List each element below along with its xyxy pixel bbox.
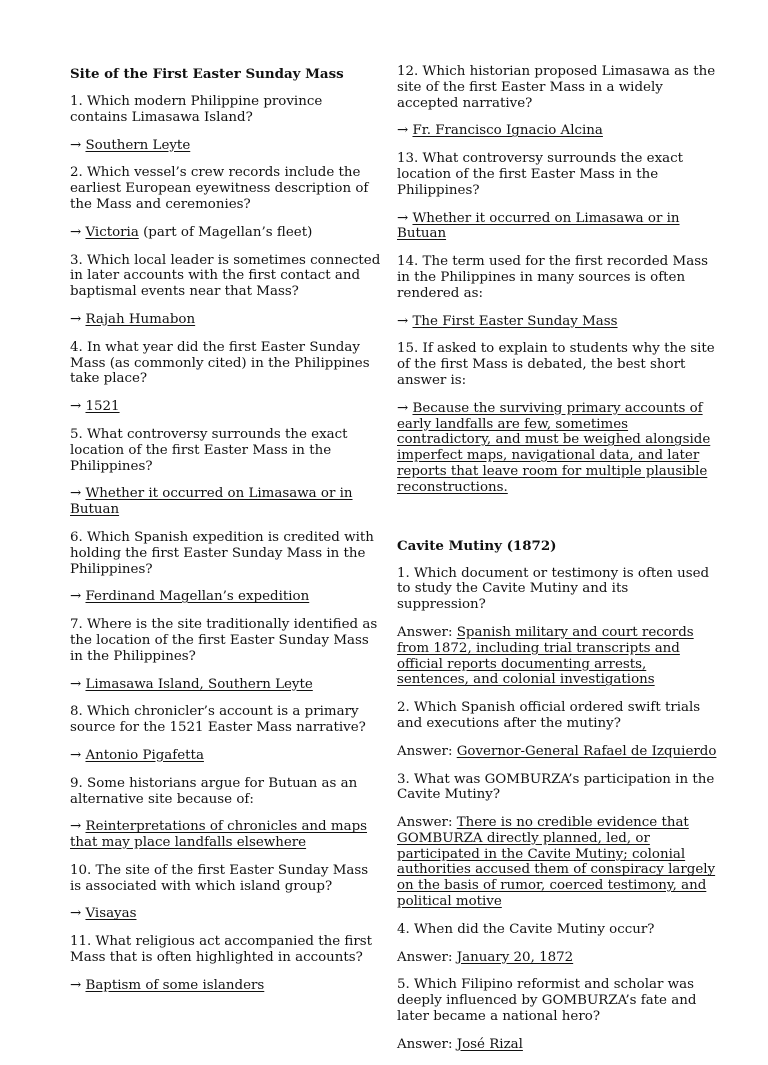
answer-prefix: →	[397, 400, 413, 416]
answer-text: There is no credible evidence that GOMBURZA directly planned, led, or participated in the Cavite Mutiny; colonial authorities accused them of conspiracy largely on the basis of rumor, coerced testimony, and political motive	[397, 815, 716, 910]
answer-prefix: →	[70, 486, 86, 502]
answer-text: Ferdinand Magellan’s expedition	[85, 589, 310, 605]
question-text: 2. Which Spanish official ordered swift trials and executions after the mutiny?	[397, 700, 701, 731]
answer-text: Whether it occurred on Limasawa or in Butuan	[70, 486, 353, 518]
question-text: 5. Which Filipino reformist and scholar was deeply influenced by GOMBURZA’s fate and later became a national hero?	[397, 977, 697, 1025]
section-title-easter-mass: Site of the First Easter Sunday Mass	[70, 66, 344, 82]
answer-prefix: Answer:	[397, 1036, 457, 1052]
answer-prefix: →	[70, 589, 86, 605]
answer-text: Southern Leyte	[85, 137, 191, 153]
section-title-cavite-mutiny: Cavite Mutiny (1872)	[397, 537, 557, 554]
answer-suffix: (part of Magellan’s fleet)	[138, 224, 313, 240]
question-text: 9. Some historians argue for Butuan as an alternative site because of:	[70, 775, 358, 807]
answer-line	[70, 819, 382, 851]
question-text: 14. The term used for the first recorded Mass in the Philippines in many sources is often rendered as:	[397, 254, 708, 301]
answer-text: Fr. Francisco Ignacio Alcina	[412, 123, 603, 139]
question-text: 4. When did the Cavite Mutiny occur?	[397, 921, 655, 937]
answer-line	[70, 906, 382, 922]
answer-text: Rajah Humabon	[85, 311, 196, 327]
answer-line	[397, 1037, 717, 1053]
easter-mass-question-list-continued	[397, 64, 717, 496]
answer-line	[397, 744, 717, 760]
answer-prefix: →	[70, 399, 86, 415]
answer-line	[397, 815, 717, 910]
answer-prefix: →	[70, 311, 86, 327]
cavite-mutiny-question-list	[397, 566, 717, 1053]
answer-text: January 20, 1872	[456, 949, 574, 965]
answer-prefix: →	[70, 977, 86, 993]
answer-text: 1521	[85, 399, 120, 415]
question-text: 2. Which vessel’s crew records include the earliest European eyewitness description of the Mass and ceremonies?	[70, 165, 369, 212]
answer-prefix: Answer:	[397, 743, 457, 759]
answer-line	[397, 314, 717, 330]
question-text: 7. Where is the site traditionally identified as the location of the first Easter Sunday Mass in the Philippines?	[70, 617, 378, 664]
answer-text: Because the surviving primary accounts of early landfalls are few, sometimes contradictory, and must be weighed alongside imperfect maps, navigational data, and later reports that leave room for multiple plausible reconstructions.	[397, 400, 711, 495]
answer-text: Governor-General Rafael de Izquierdo	[456, 743, 717, 759]
section-spacer	[397, 508, 717, 536]
answer-line	[397, 401, 717, 496]
question-text: 1. Which document or testimony is often used to study the Cavite Mutiny and its suppression?	[397, 565, 710, 613]
answer-text: Baptism of some islanders	[85, 977, 265, 993]
question-text: 8. Which chronicler’s account is a primary source for the 1521 Easter Mass narrative?	[70, 704, 366, 736]
answer-text: Reinterpretations of chronicles and maps that may place landfalls elsewhere	[70, 819, 368, 851]
answer-text: Visayas	[85, 906, 137, 922]
question-text: 4. In what year did the first Easter Sunday Mass (as commonly cited) in the Philippines take place?	[70, 339, 370, 387]
right-column	[397, 64, 717, 1065]
question-text: 1. Which modern Philippine province contains Limasawa Island?	[70, 94, 323, 125]
answer-line	[397, 211, 717, 243]
answer-prefix: Answer:	[397, 815, 457, 831]
question-text: 11. What religious act accompanied the first Mass that is often highlighted in accounts?	[70, 934, 372, 966]
left-column	[70, 64, 382, 1006]
question-text: 12. Which historian proposed Limasawa as the site of the first Easter Mass in a widely accepted narrative?	[397, 64, 716, 111]
question-text: 3. Which local leader is sometimes connected in later accounts with the first contact and baptismal events near that Mass?	[70, 252, 381, 300]
answer-prefix: →	[397, 313, 413, 329]
answer-prefix: →	[70, 747, 86, 763]
answer-line	[397, 123, 717, 139]
answer-text: Whether it occurred on Limasawa or in Butuan	[397, 210, 680, 242]
answer-text: The First Easter Sunday Mass	[412, 313, 618, 329]
answer-line	[70, 589, 382, 605]
answer-text: Spanish military and court records from 1872, including trial transcripts and official reports documenting arrests, sentences, and colonial investigations	[397, 624, 694, 688]
answer-text: José Rizal	[456, 1036, 523, 1052]
answer-text: Limasawa Island, Southern Leyte	[85, 676, 313, 692]
answer-line	[397, 950, 717, 966]
answer-prefix: →	[397, 210, 413, 226]
answer-line	[70, 978, 382, 994]
question-text: 6. Which Spanish expedition is credited with holding the first Easter Sunday Mass in the Philippines?	[70, 529, 374, 577]
question-text: 10. The site of the first Easter Sunday Mass is associated with which island group?	[70, 862, 369, 894]
answer-prefix: →	[70, 224, 86, 240]
answer-line	[70, 138, 382, 154]
question-text: 3. What was GOMBURZA’s participation in the Cavite Mutiny?	[397, 771, 715, 803]
question-text: 5. What controversy surrounds the exact location of the first Easter Mass in the Philippines?	[70, 426, 348, 474]
answer-prefix: Answer:	[397, 624, 457, 640]
easter-mass-question-list	[70, 94, 382, 994]
answer-prefix: →	[397, 123, 413, 139]
answer-text: Victoria	[85, 224, 139, 240]
answer-prefix: →	[70, 819, 86, 835]
question-text: 13. What controversy surrounds the exact location of the first Easter Mass in the Philippines?	[397, 151, 684, 198]
answer-prefix: →	[70, 906, 86, 922]
answer-prefix: →	[70, 137, 86, 153]
answer-line	[70, 486, 382, 518]
answer-text: Antonio Pigafetta	[85, 747, 204, 763]
answer-line	[70, 748, 382, 764]
answer-line	[70, 677, 382, 693]
answer-line	[70, 225, 382, 241]
answer-line	[397, 625, 717, 688]
answer-prefix: Answer:	[397, 949, 457, 965]
question-text: 15. If asked to explain to students why the site of the first Mass is debated, the best short answer is:	[397, 341, 715, 388]
answer-line	[70, 312, 382, 328]
answer-prefix: →	[70, 676, 86, 692]
answer-line	[70, 399, 382, 415]
